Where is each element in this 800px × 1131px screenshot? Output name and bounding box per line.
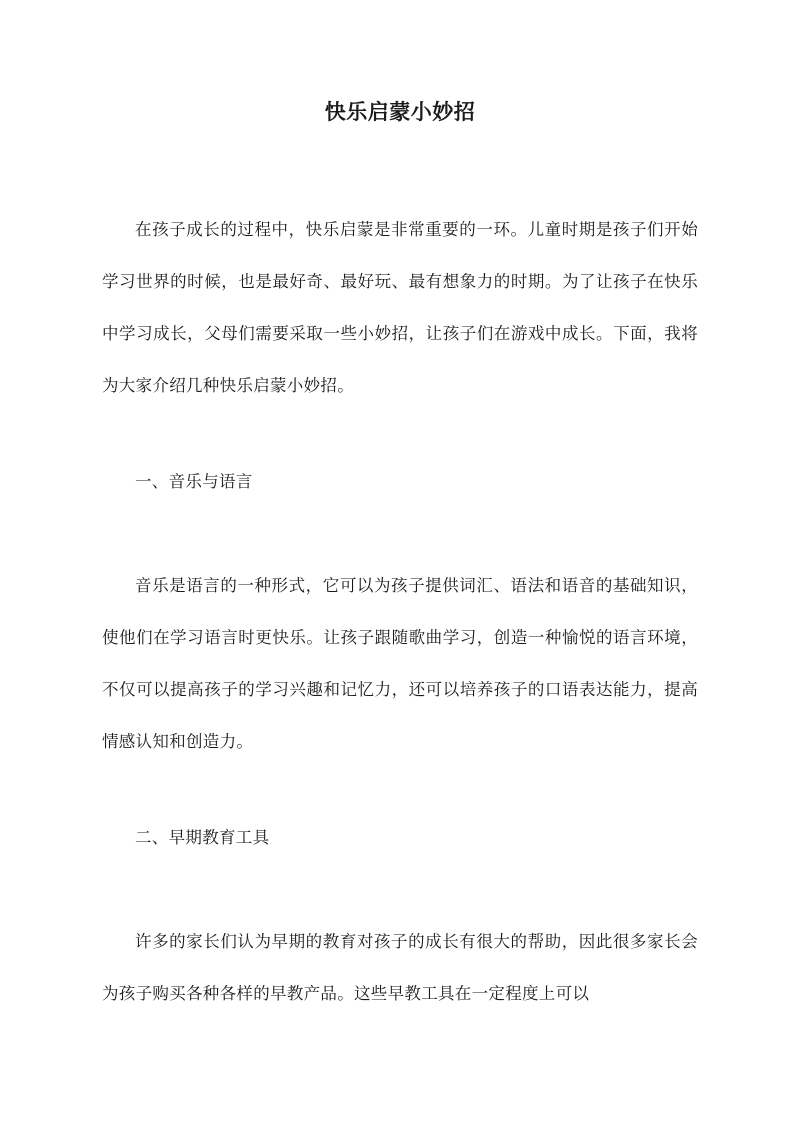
section-body-early-education-tools: 许多的家长们认为早期的教育对孩子的成长有很大的帮助，因此很多家长会为孩子购买各种各样的早教产品。这些早教工具在一定程度上可以 — [102, 932, 698, 1003]
section-heading-early-education-tools: 二、早期教育工具 — [135, 828, 270, 847]
section-body-music-language: 音乐是语言的一种形式，它可以为孩子提供词汇、语法和语音的基础知识，使他们在学习语言时更快乐。让孩子跟随歌曲学习，创造一种愉悦的语言环境，不仅可以提高孩子的学习兴趣和记忆力，还可以培养孩子的口语表达能力，提高情感认知和创造力。 — [102, 576, 698, 751]
intro-paragraph: 在孩子成长的过程中，快乐启蒙是非常重要的一环。儿童时期是孩子们开始学习世界的时候，也是最好奇、最好玩、最有想象力的时期。为了让孩子在快乐中学习成长，父母们需要采取一些小妙招，让孩子们在游戏中成长。下面，我将为大家介绍几种快乐启蒙小妙招。 — [102, 220, 698, 395]
section-heading-music-language: 一、音乐与语言 — [135, 472, 253, 491]
document-title: 快乐启蒙小妙招 — [324, 99, 476, 124]
